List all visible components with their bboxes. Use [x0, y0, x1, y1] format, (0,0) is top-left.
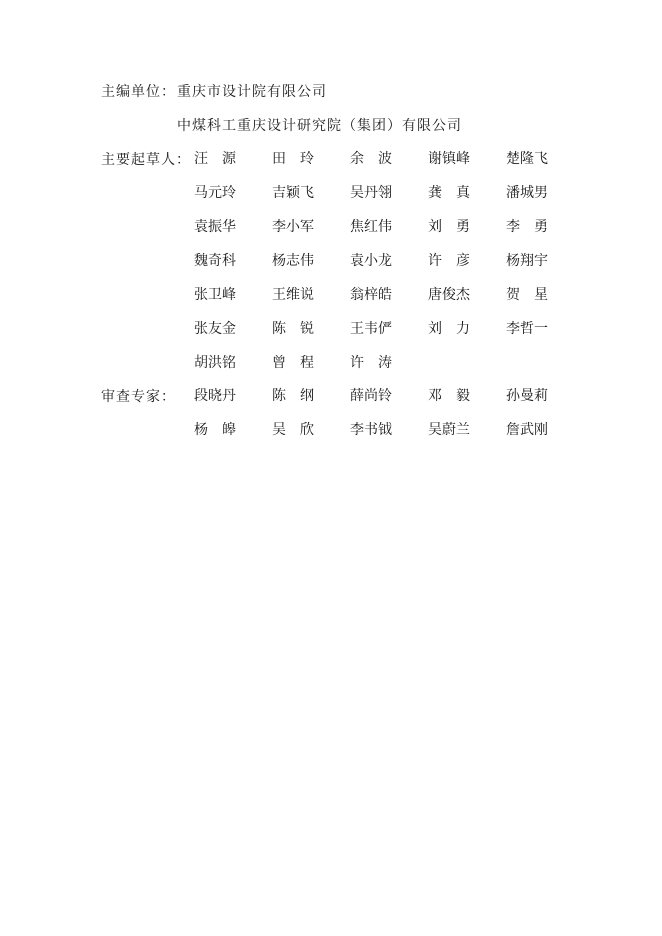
drafters-label: 主要起草人： [101, 152, 191, 168]
drafters-row [194, 345, 564, 379]
drafter-name: 贺 星 [506, 287, 548, 303]
drafter-name: 王维说 [272, 287, 314, 303]
reviewer-name: 吴蔚兰 [428, 422, 470, 438]
drafters-row [194, 209, 564, 243]
reviewer-name: 吴 欣 [272, 422, 314, 438]
reviewer-name: 陈 纲 [272, 388, 314, 404]
reviewer-name: 薛尚铃 [350, 388, 392, 404]
reviewers-label: 审查专家： [101, 389, 176, 405]
drafter-name: 魏奇科 [194, 253, 236, 269]
drafters-row [194, 243, 564, 277]
drafter-name: 张友金 [194, 321, 236, 337]
drafter-name: 杨志伟 [272, 253, 314, 269]
editor-label: 主编单位： [101, 84, 176, 100]
drafter-name: 许 涛 [350, 355, 392, 371]
drafters-row [194, 311, 564, 345]
drafter-name: 李 勇 [506, 219, 548, 235]
reviewers-row [194, 378, 564, 412]
drafter-name: 吴丹翎 [350, 185, 392, 201]
reviewer-name: 詹武刚 [506, 422, 548, 438]
drafters-list [194, 141, 564, 379]
drafter-name: 李哲一 [506, 321, 548, 337]
drafters-row [194, 277, 564, 311]
reviewers-list [194, 378, 564, 446]
drafter-name: 翁梓皓 [350, 287, 392, 303]
drafters-row [194, 141, 564, 175]
drafter-name: 唐俊杰 [428, 287, 470, 303]
reviewer-name: 杨 皞 [194, 422, 236, 438]
drafter-name: 谢镇峰 [428, 151, 470, 167]
drafter-name: 李小军 [272, 219, 314, 235]
reviewer-name: 孙曼莉 [506, 388, 548, 404]
drafter-name: 胡洪铭 [194, 355, 236, 371]
drafter-name: 马元玲 [194, 185, 236, 201]
reviewer-name: 李书钺 [350, 422, 392, 438]
drafter-name: 田 玲 [272, 151, 314, 167]
drafter-name: 楚隆飞 [506, 151, 548, 167]
reviewer-name: 段晓丹 [194, 388, 236, 404]
drafter-name: 余 波 [350, 151, 392, 167]
drafter-name: 刘 力 [428, 321, 470, 337]
drafter-name: 潘城男 [506, 185, 548, 201]
editor-unit-2: 中煤科工重庆设计研究院（集团）有限公司 [177, 118, 462, 134]
reviewers-row [194, 412, 564, 446]
drafter-name: 许 彦 [428, 253, 470, 269]
drafter-name: 张卫峰 [194, 287, 236, 303]
drafter-name: 陈 锐 [272, 321, 314, 337]
drafter-name: 杨翔宇 [506, 253, 548, 269]
drafter-name: 焦红伟 [350, 219, 392, 235]
reviewer-name: 邓 毅 [428, 388, 470, 404]
drafter-name: 汪 源 [194, 151, 236, 167]
editor-unit-1: 重庆市设计院有限公司 [177, 84, 327, 100]
drafter-name: 袁振华 [194, 219, 236, 235]
drafter-name: 王韦俨 [350, 321, 392, 337]
drafter-name: 吉颖飞 [272, 185, 314, 201]
drafters-row [194, 175, 564, 209]
drafter-name: 刘 勇 [428, 219, 470, 235]
drafter-name: 龚 真 [428, 185, 470, 201]
drafter-name: 曾 程 [272, 355, 314, 371]
drafter-name: 袁小龙 [350, 253, 392, 269]
